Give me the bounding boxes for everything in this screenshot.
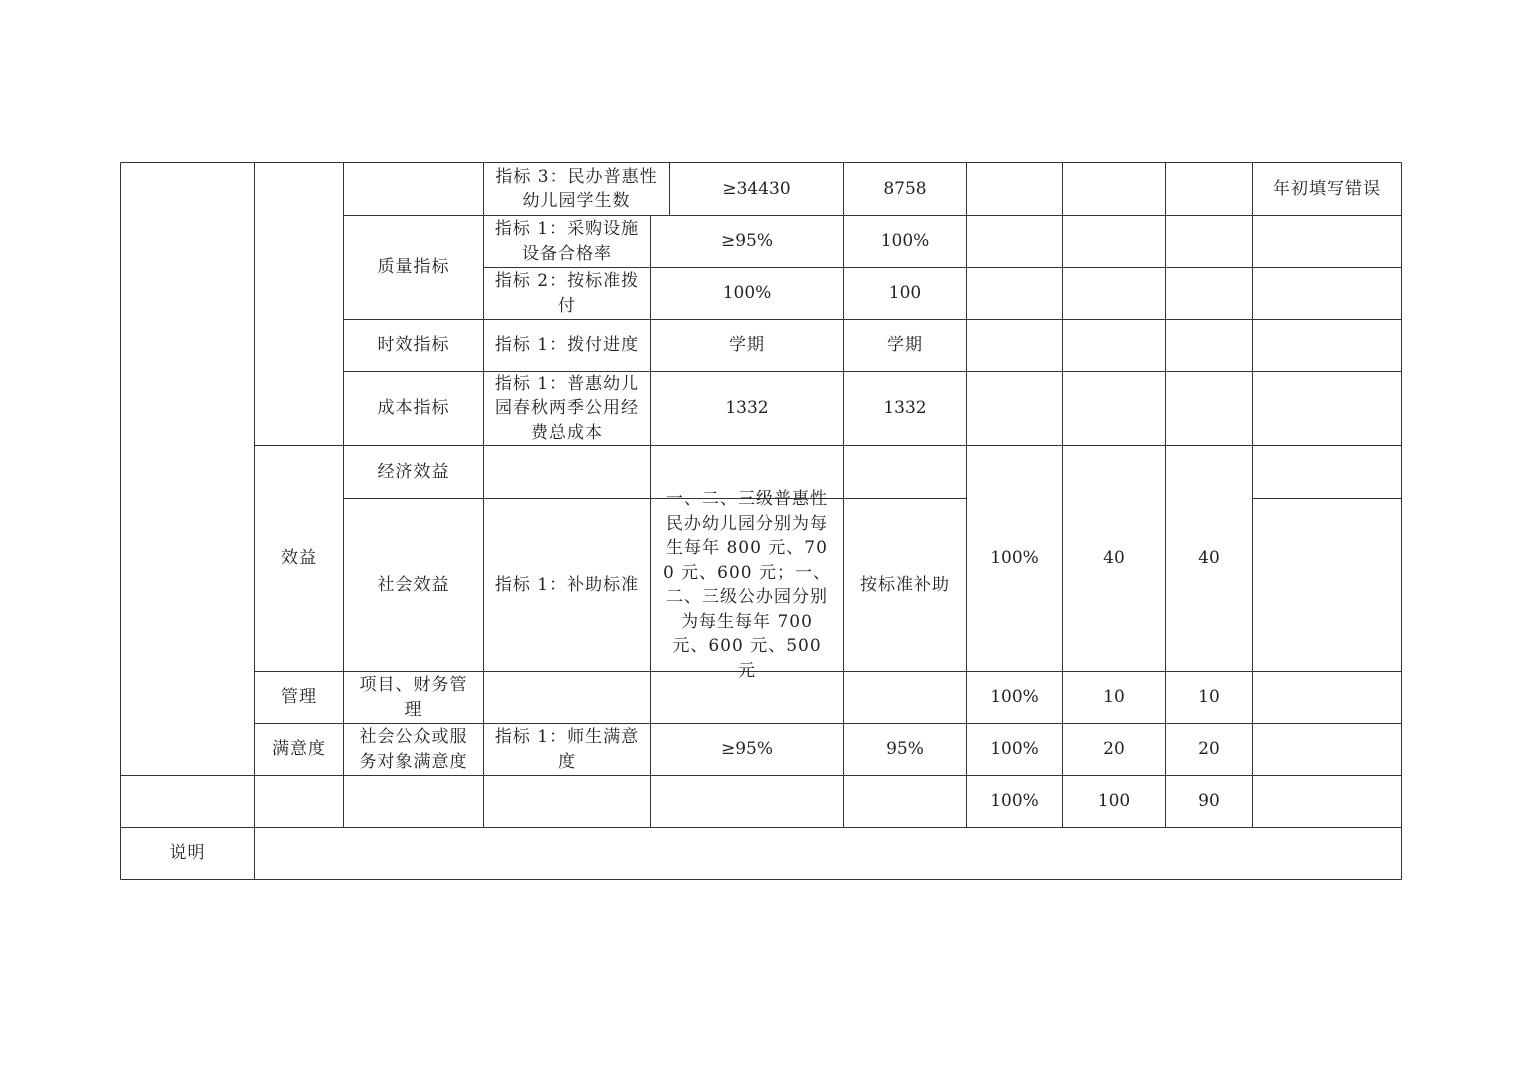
primary-satisfaction: 满意度 [272,739,326,760]
weight-cell: 10 [1103,687,1125,708]
actual-cell: 100 [888,283,922,304]
score-cell: 10 [1198,687,1220,708]
score-cell: 20 [1198,739,1220,760]
target-cell: 100% [722,283,772,304]
indicator-cell: 指标 2：按标准拨付 [494,271,640,316]
secondary-quality: 质量指标 [377,257,450,278]
target-cell: ≥95% [720,231,774,252]
actual-cell: 95% [886,739,924,760]
notes-content [255,828,1401,879]
primary-management: 管理 [281,687,317,708]
total-score-cell: 90 [1198,791,1220,812]
target-cell: ≥95% [720,739,774,760]
actual-cell: 8758 [883,178,927,199]
secondary-satisfaction: 社会公众或服务对象满意度 [359,727,468,772]
actual-cell: 1332 [883,398,927,419]
remark-cell: 年初填写错误 [1273,178,1381,199]
primary-benefit: 效益 [281,548,317,569]
indicator-cell: 指标 1：师生满意度 [494,727,640,772]
secondary-social: 社会效益 [377,574,450,595]
rate-cell: 100% [990,548,1039,569]
secondary-economic: 经济效益 [377,461,450,482]
indicator-cell: 指标 1：普惠幼儿园春秋两季公用经费总成本 [494,373,640,443]
rate-cell: 100% [990,687,1039,708]
actual-cell: 学期 [887,335,923,356]
weight-cell: 40 [1103,548,1125,569]
notes-label: 说明 [169,843,206,864]
indicator-cell: 指标 1：补助标准 [494,574,640,595]
actual-cell: 按标准补助 [860,574,950,595]
target-cell: 1332 [725,398,769,419]
target-cell: ≥34430 [722,178,791,199]
secondary-cost: 成本指标 [377,398,450,419]
weight-cell: 20 [1103,739,1125,760]
rate-cell: 100% [990,739,1039,760]
actual-cell: 100% [880,231,930,252]
score-cell: 40 [1198,548,1220,569]
secondary-timeliness: 时效指标 [377,335,450,356]
target-cell: 学期 [729,335,765,356]
total-rate-cell: 100% [990,791,1039,812]
secondary-management: 项目、财务管理 [359,675,468,720]
indicator-cell: 指标 1：采购设施设备合格率 [494,219,640,264]
indicator-cell: 指标 3：民办普惠性幼儿园学生数 [495,166,658,211]
total-weight-cell: 100 [1097,791,1131,812]
indicator-cell: 指标 1：拨付进度 [494,335,640,356]
target-cell: 一、二、三级普惠性民办幼儿园分别为每生每年 800 元、700 元、600 元；一、二、三级公办园分别为每生每年 700 元、600 元、500 元 [662,489,832,681]
